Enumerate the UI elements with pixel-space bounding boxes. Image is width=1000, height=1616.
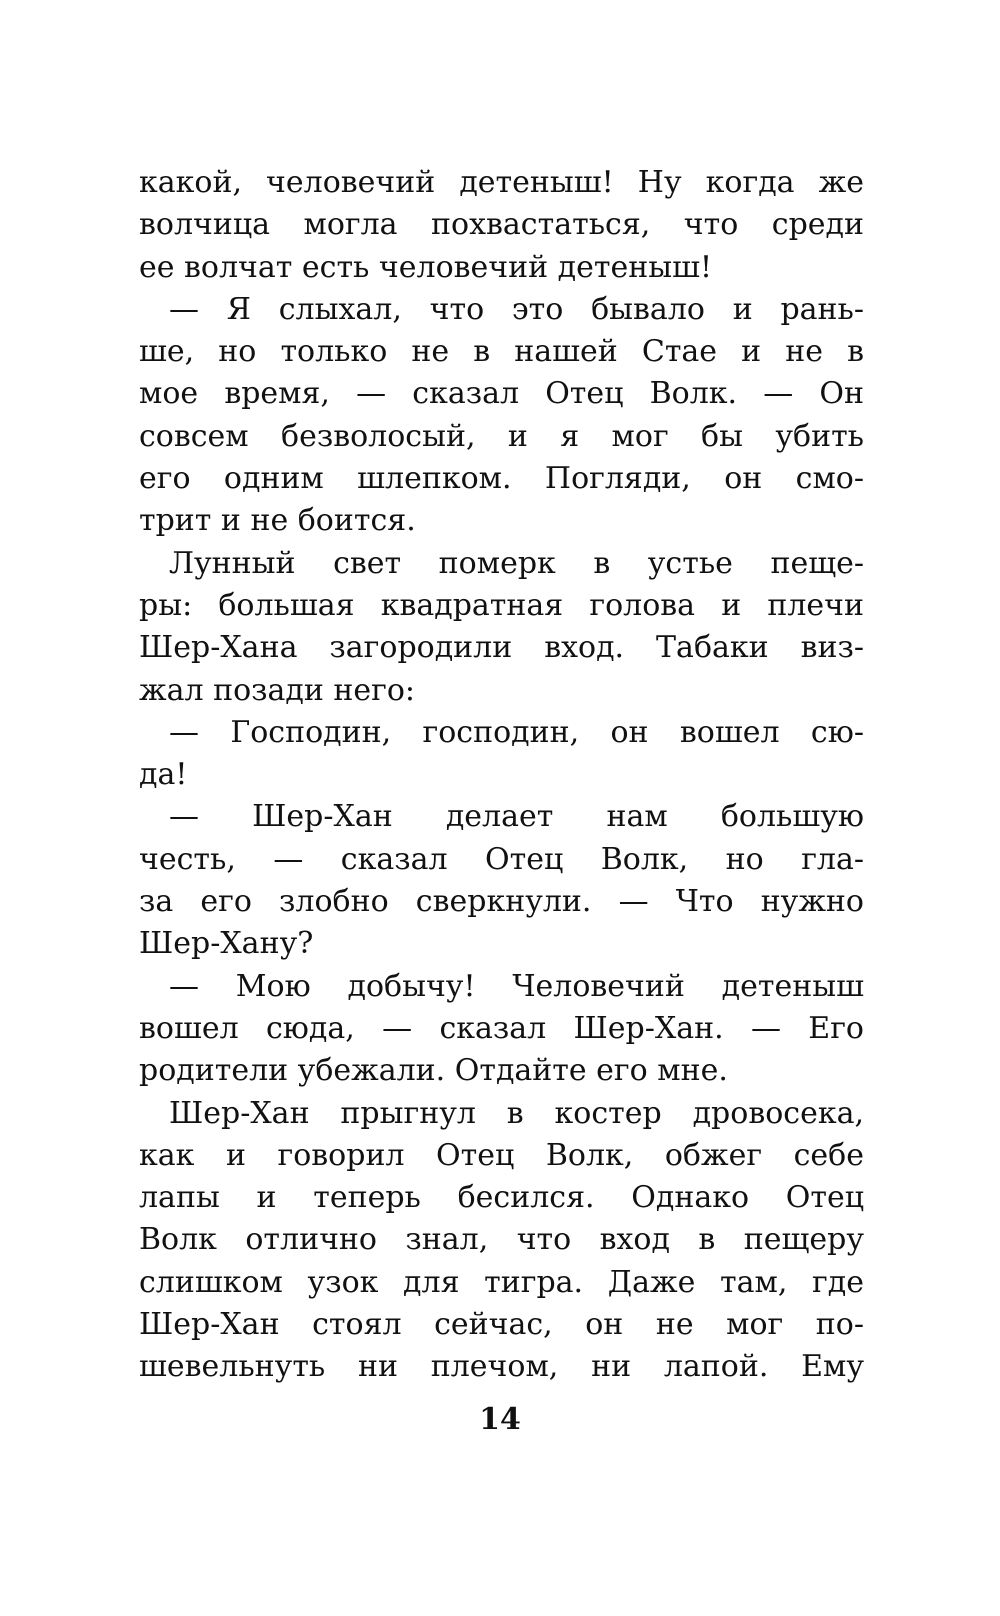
text-line: жал позади него: [139,672,416,708]
text-line: честь, — сказал Отец Волк, но гла- [139,841,864,877]
text-line: Шер-Хан прыгнул в костер дровосека, [139,1095,864,1131]
text-line: совсем безволосый, и я мог бы убить [139,418,864,454]
text-line: Шер-Хану? [139,926,314,962]
text-line: Волк отлично знал, что вход в пещеру [139,1222,864,1258]
text-line: волчица могла похвастаться, что среди [139,207,864,243]
text-line: ры: большая квадратная голова и плечи [139,587,864,623]
text-line: как и говорил Отец Волк, обжег себе [139,1137,864,1173]
text-line: — Господин, господин, он вошел сю- [139,714,864,750]
text-line: мое время, — сказал Отец Волк. — Он [139,376,864,412]
text-line: ее волчат есть человечий детеныш! [139,249,713,285]
text-line: родители убежали. Отдайте его мне. [139,1053,728,1089]
text-line: ше, но только не в нашей Стае и не в [139,334,864,370]
page-number: 14 [479,1402,521,1437]
text-line: трит и не боится. [139,503,416,539]
text-line: вошел сюда, — сказал Шер-Хан. — Его [139,1010,864,1046]
text-line: какой, человечий детеныш! Ну когда же [139,165,864,200]
text-line: его одним шлепком. Погляди, он смо- [139,461,864,497]
text-line: — Я слыхал, что это бывало и рань- [139,291,864,327]
text-line: Шер-Хана загородили вход. Табаки виз- [139,630,864,666]
text-line: Лунный свет померк в устье пеще- [139,545,864,581]
text-line: лапы и теперь бесился. Однако Отец [139,1180,864,1216]
text-line: Шер-Хан стоял сейчас, он не мог по- [139,1307,864,1343]
text-line: — Мою добычу! Человечий детеныш [139,968,864,1004]
text-line: слишком узок для тигра. Даже там, где [139,1264,864,1300]
text-line: за его злобно сверкнули. — Что нужно [139,884,864,920]
body-text [139,162,864,1389]
text-line: да! [139,757,188,793]
text-line: — Шер-Хан делает нам большую [139,799,864,835]
text-line: шевельнуть ни плечом, ни лапой. Ему [139,1349,864,1385]
